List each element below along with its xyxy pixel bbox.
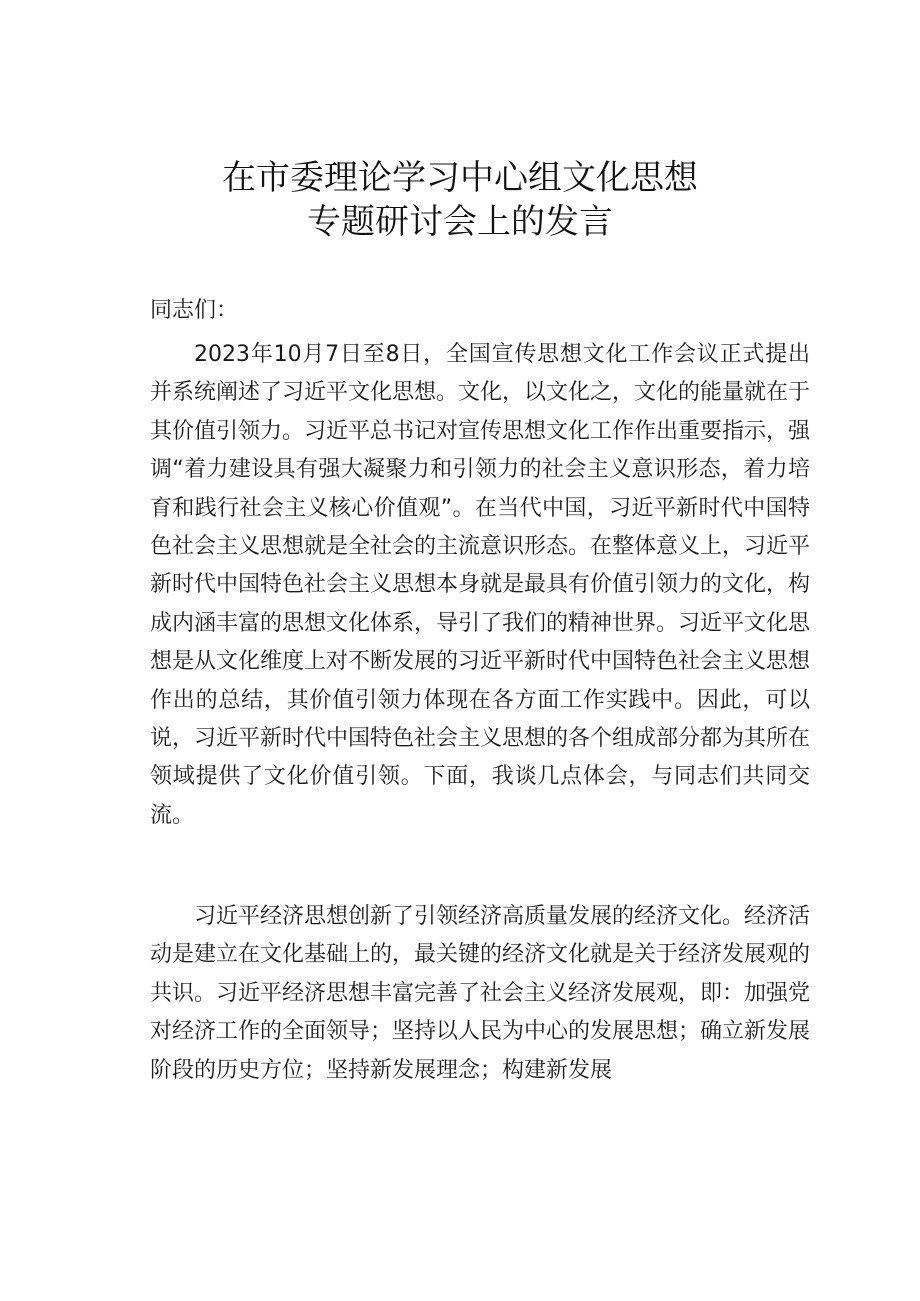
- body-paragraph-2: 习近平经济思想创新了引领经济高质量发展的经济文化。经济活动是建立在文化基础上的，最关键的经济文化就是关于经济发展观的共识。习近平经济思想丰富完善了社会主义经济发展观，即：加强党对经济工作的全面领导；坚持以人民为中心的发展思想；确立新发展阶段的历史方位；坚持新发展理念；构建新发展: [150, 904, 811, 1083]
- body-paragraph-1: 2023年10月7日至8日，全国宣传思想文化工作会议正式提出并系统阐述了习近平文化思想。文化，以文化之，文化的能量就在于其价值引领力。习近平总书记对宣传思想文化工作作出重要指示，强调“着力建设具有强大凝聚力和引领力的社会主义意识形态，着力培育和践行社会主义核心价值观”。在当代中国，习近平新时代中国特色社会主义思想就是全社会的主流意识形态。在整体意义上，习近平新时代中国特色社会主义思想本身就是最具有价值引领力的文化，构成内涵丰富的思想文化体系，导引了我们的精神世界。习近平文化思想是从文化维度上对不断发展的习近平新时代中国特色社会主义思想作出的总结，其价值引领力体现在各方面工作实践中。因此，可以说，习近平新时代中国特色社会主义思想的各个组成部分都为其所在领域提供了文化价值引领。下面，我谈几点体会，与同志们共同交流。: [150, 342, 811, 828]
- document-title-line-2: 专题研讨会上的发言: [307, 202, 613, 242]
- salutation: 同志们：: [150, 298, 239, 323]
- document-title-line-1: 在市委理论学习中心组文化思想: [222, 158, 698, 198]
